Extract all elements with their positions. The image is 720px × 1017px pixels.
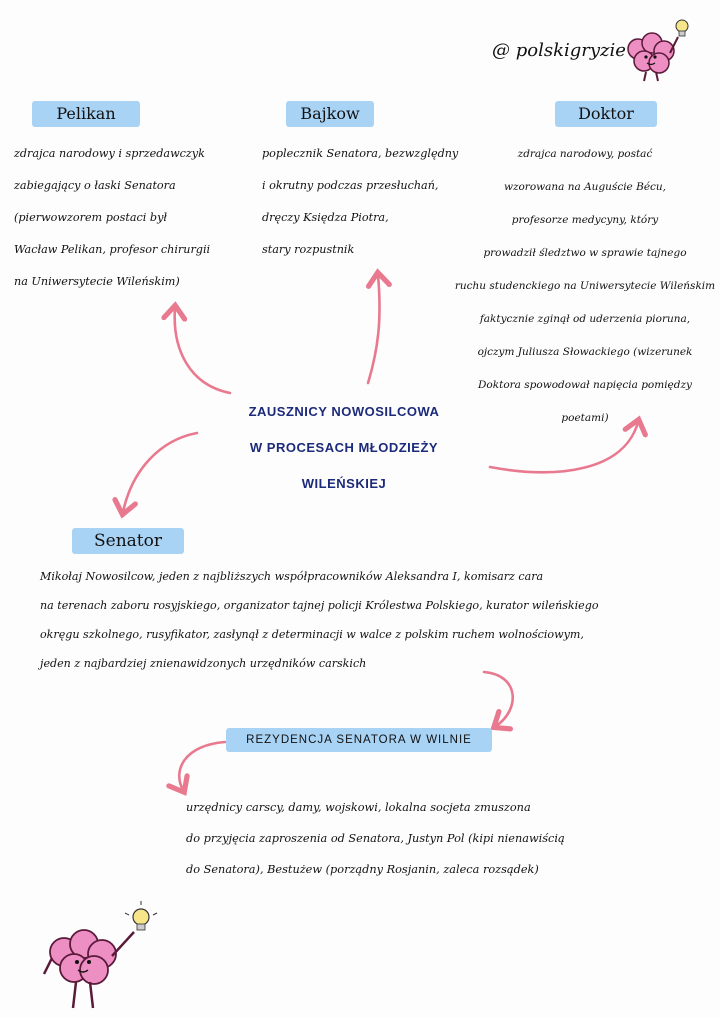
node-text-senator: Mikołaj Nowosilcow, jeden z najbliższych współpracowników Aleksandra I, komisarz cara na terenach zaboru rosyjskiego, organizator tajnej policji Królestwa Polskiego, kurator wileńskiego okręgu szkolnego, rusyfikator, zasłynął z determinacji w walce z polskim ruchem wolnościowym, jeden z najbardziej znienawidzonych urzędników carskich — [40, 570, 599, 670]
node-text-rezydencja: urzędnicy carscy, damy, wojskowi, lokalna socjeta zmuszona do przyjęcia zaproszenia od Senatora, Justyn Pol (kipi nienawiścią do Senatora), Bestużew (porządny Rosjanin, zaleca rozsądek) — [186, 801, 565, 876]
arrow-to-pelikan — [175, 308, 230, 393]
node-text-doktor: zdrajca narodowy, postać wzorowana na Auguście Bécu, profesorze medycyny, który prowadził śledztwo w sprawie tajnego ruchu studenckiego na Uniwersytecie Wileńskim faktycznie zginął od uderzenia pioruna, ojczym Juliusza Słowackiego (wizerunek Doktora spowodował napięcia pomiędzy poetami) — [454, 148, 716, 424]
arrow-to-rezydencja — [484, 672, 513, 726]
node-label-bajkow: Bajkow — [286, 101, 374, 127]
center-title-line-2: W PROCESACH MŁODZIEŻY — [249, 440, 439, 455]
arrow-to-senator — [123, 433, 197, 512]
center-title-line-3: WILEŃSKIEJ — [301, 476, 387, 491]
arrow-from-rezydencja — [179, 742, 225, 790]
lightbulb-icon — [676, 20, 688, 36]
center-title-line-1: ZAUSZNICY NOWOSILCOWA — [248, 404, 440, 419]
brain-mascot-icon — [44, 930, 134, 1008]
node-label-pelikan: Pelikan — [32, 101, 140, 127]
brain-mascot-icon — [628, 33, 678, 81]
node-label-doktor: Doktor — [555, 101, 657, 127]
node-label-senator: Senator — [72, 528, 184, 554]
author-handle: @ polskigryzie — [492, 40, 626, 61]
node-text-pelikan: zdrajca narodowy i sprzedawczyk zabiegający o łaski Senatora (pierwowzorem postaci był Wacław Pelikan, profesor chirurgii na Uniwersytecie Wileńskim) — [14, 147, 211, 288]
lightbulb-icon — [125, 901, 157, 930]
node-text-bajkow: poplecznik Senatora, bezwzględny i okrutny podczas przesłuchań, dręczy Księdza Piotra, stary rozpustnik — [262, 147, 459, 256]
center-title — [224, 394, 464, 502]
node-label-rezydencja: REZYDENCJA SENATORA W WILNIE — [226, 728, 492, 752]
arrow-to-bajkow — [368, 275, 380, 383]
